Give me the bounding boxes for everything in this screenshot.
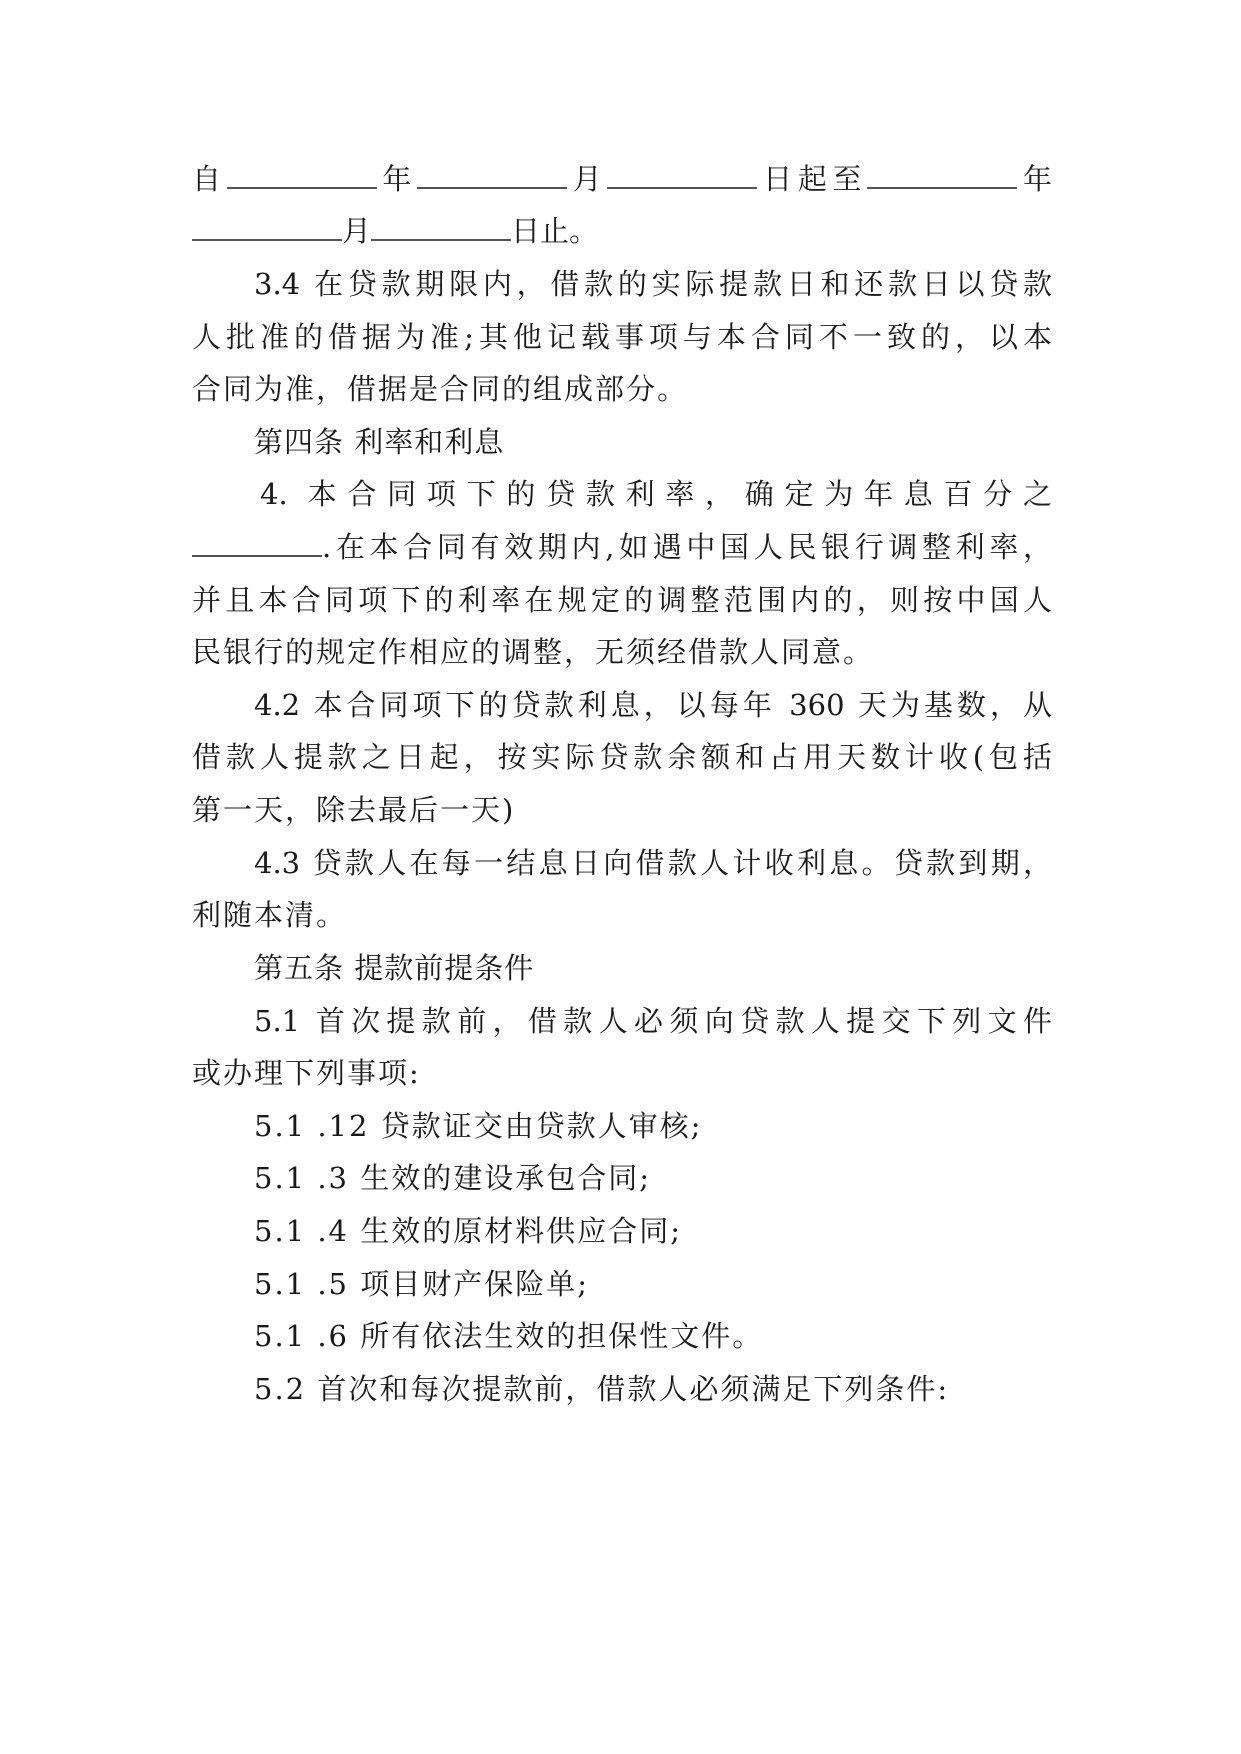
text-fragment: 年 [1017,162,1052,196]
fill-blank [371,209,511,241]
article-4-heading: 第四条 利率和利息 [254,425,505,459]
text-fragment: 日起至 [757,162,868,196]
clause-3-4-line: 人批准的借据为准;其他记载事项与本合同不一致的，以本 [192,320,1052,354]
clause-3-4-line: 合同为准，借据是合同的组成部分。 [192,372,689,406]
text-fragment: 年 [376,162,418,196]
clause-5-1-line: 5.1 首次提款前，借款人必须向贷款人提交下列文件 [254,1004,1052,1038]
list-item: 5.1 .6 所有依法生效的担保性文件。 [254,1319,764,1353]
loan-term-line-end [192,209,598,253]
text-fragment: 月 [342,214,372,248]
clause-4-2-line: 借款人提款之日起，按实际贷款余额和占用天数计收(包括 [192,740,1052,774]
fill-blank [607,157,757,189]
text-fragment: 月 [567,162,608,196]
list-item: 5.1 .3 生效的建设承包合同; [254,1161,651,1195]
fill-blank [227,157,377,189]
clause-5-1-line: 或办理下列事项: [192,1056,421,1090]
clause-4-1-line [192,525,1052,569]
text-fragment: 自 [192,162,227,196]
clause-5-2-line: 5.2 首次和每次提款前，借款人必须满足下列条件: [254,1372,950,1406]
clause-4-1-line: 并且本合同项下的利率在规定的调整范围内的，则按中国人 [192,583,1052,617]
list-item: 5.1 .4 生效的原材料供应合同; [254,1214,682,1248]
text-fragment: 日止。 [511,214,599,248]
list-item: 5.1 .12 贷款证交由贷款人审核; [254,1109,703,1143]
list-item: 5.1 .5 项目财产保险单; [254,1267,589,1301]
clause-4-3-line: 利随本清。 [192,898,348,932]
fill-blank [867,157,1017,189]
fill-blank [192,525,322,557]
text-fragment: .在本合同有效期内,如遇中国人民银行调整利率， [322,530,1052,564]
clause-3-4-line: 3.4 在贷款期限内，借款的实际提款日和还款日以贷款 [254,267,1052,301]
clause-4-1-line: 4. 本合同项下的贷款利率，确定为年息百分之 [260,477,1052,511]
fill-blank [417,157,567,189]
article-5-heading: 第五条 提款前提条件 [254,951,535,985]
clause-4-3-line: 4.3 贷款人在每一结息日向借款人计收利息。贷款到期， [254,846,1052,880]
fill-blank [192,209,342,241]
loan-term-line [192,157,1052,201]
clause-4-2-line: 第一天，除去最后一天) [192,793,516,827]
clause-4-1-line: 民银行的规定作相应的调整，无须经借款人同意。 [192,635,875,669]
clause-4-2-line: 4.2 本合同项下的贷款利息，以每年 360 天为基数，从 [254,688,1052,722]
